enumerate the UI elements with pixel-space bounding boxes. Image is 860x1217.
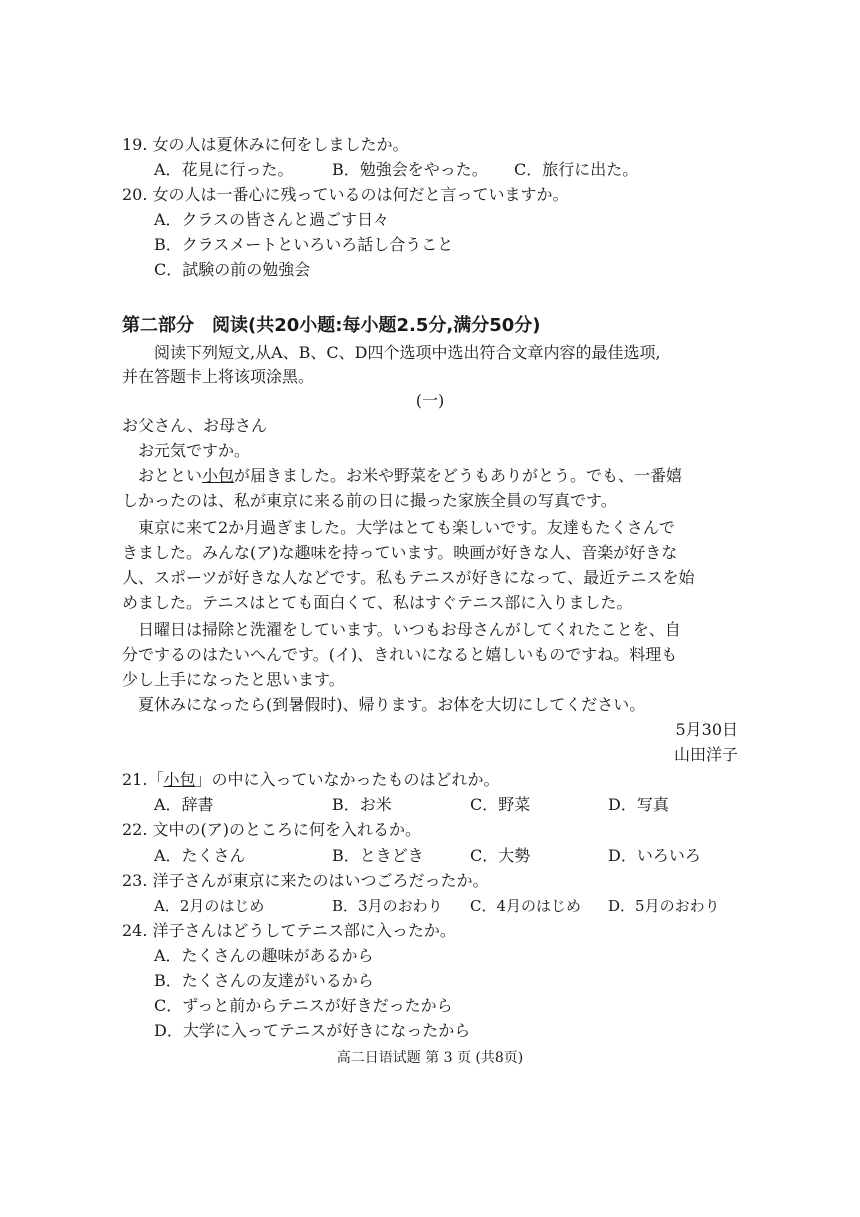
question-24-option-a: A．たくさんの趣味があるから: [154, 946, 374, 965]
question-text: 21.「: [122, 770, 164, 789]
question-24-stem: 24. 洋子さんはどうしてテニス部に入ったか。: [122, 921, 456, 940]
letter-p1-line2: しかったのは、私が東京に来る前の日に撮った家族全員の写真です。: [122, 491, 617, 510]
letter-p2-line2: きました。みんな(ア)な趣味を持っています。映画が好きな人、音楽が好きな: [122, 543, 678, 562]
question-23-option-b: B．3月のおわり: [332, 897, 443, 915]
question-19-option-c: C．旅行に出た。: [514, 160, 639, 179]
letter-p2-line4: めました。テニスはとても面白くて、私はすぐテニス部に入りました。: [122, 593, 633, 612]
question-21-option-b: B．お米: [332, 795, 392, 814]
letter-date: 5月30日: [675, 720, 738, 739]
question-21-options: [0, 795, 860, 815]
question-21-option-a: A．辞書: [154, 795, 214, 814]
letter-greeting: お元気ですか。: [138, 441, 251, 460]
question-24-option-c: C．ずっと前からテニスが好きだったから: [154, 996, 453, 1015]
question-19-option-a: A．花見に行った。: [154, 160, 294, 179]
question-24-option-d: D．大学に入ってテニスが好きになったから: [154, 1021, 471, 1040]
question-23-option-d: D．5月のおわり: [608, 897, 720, 915]
section-instruction-line1: 阅读下列短文,从A、B、C、D四个选项中选出符合文章内容的最佳选项,: [154, 343, 661, 362]
underlined-keyword: 小包: [163, 770, 196, 789]
letter-text: が届きました。お米や野菜をどうもありがとう。でも、一番嬉: [234, 466, 683, 485]
question-21-option-c: C．野菜: [470, 795, 531, 814]
letter-p3-line3: 少し上手になったと思います。: [122, 670, 345, 689]
letter-p2-line3: 人、スポーツが好きな人などです。私もテニスが好きになって、最近テニスを始: [122, 568, 695, 587]
section-heading: 第二部分 阅读(共20小题:每小题2.5分,满分50分): [122, 315, 541, 336]
question-text: 」の中に入っていなかったものはどれか。: [195, 770, 500, 789]
question-22-option-d: D．いろいろ: [608, 846, 701, 865]
question-22-option-b: B．ときどき: [332, 846, 424, 865]
question-23-option-c: C．4月のはじめ: [470, 897, 582, 915]
question-20-option-b: B．クラスメートといろいろ話し合うこと: [154, 235, 454, 254]
page-footer: 高二日语试题 第 3 页 (共8页): [336, 1050, 524, 1066]
question-19-stem: 19. 女の人は夏休みに何をしましたか。: [122, 135, 409, 154]
underlined-keyword: 小包: [202, 466, 235, 485]
question-22-option-a: A．たくさん: [154, 846, 246, 865]
question-24-option-b: B．たくさんの友達がいるから: [154, 971, 374, 990]
letter-p3-line1: 日曜日は掃除と洗濯をしています。いつもお母さんがしてくれたことを、自: [138, 620, 681, 639]
question-20-option-c: C．試験の前の勉強会: [154, 260, 311, 279]
question-19-option-b: B．勉強会をやった。: [332, 160, 488, 179]
question-22-options: [0, 846, 860, 866]
letter-p1-line1: [138, 466, 682, 486]
question-23-option-a: A．2月のはじめ: [154, 897, 265, 915]
letter-p4-line1: 夏休みになったら(到暑假时)、帰ります。お体を大切にしてください。: [138, 695, 646, 714]
letter-text: おととい: [138, 466, 203, 485]
question-21-option-d: D．写真: [608, 795, 669, 814]
question-20-stem: 20. 女の人は一番心に残っているのは何だと言っていますか。: [122, 185, 569, 204]
question-21-stem: [122, 770, 499, 790]
question-23-options: [0, 896, 860, 916]
question-23-stem: 23. 洋子さんが東京に来たのはいつごろだったか。: [122, 871, 489, 890]
section-instruction-line2: 并在答题卡上将该项涂黑。: [122, 367, 315, 386]
letter-salutation: お父さん、お母さん: [122, 416, 267, 435]
letter-p3-line2: 分でするのはたいへんです。(イ)、きれいになると嬉しいものですね。料理も: [122, 645, 678, 664]
passage-number: (一): [415, 391, 445, 410]
question-22-stem: 22. 文中の(ア)のところに何を入れるか。: [122, 820, 422, 839]
letter-signature: 山田洋子: [673, 745, 738, 764]
question-20-option-a: A．クラスの皆さんと過ごす日々: [154, 210, 390, 229]
question-22-option-c: C．大勢: [470, 846, 531, 865]
letter-p2-line1: 東京に来て2か月過ぎました。大学はとても楽しいです。友達もたくさんで: [138, 518, 675, 537]
